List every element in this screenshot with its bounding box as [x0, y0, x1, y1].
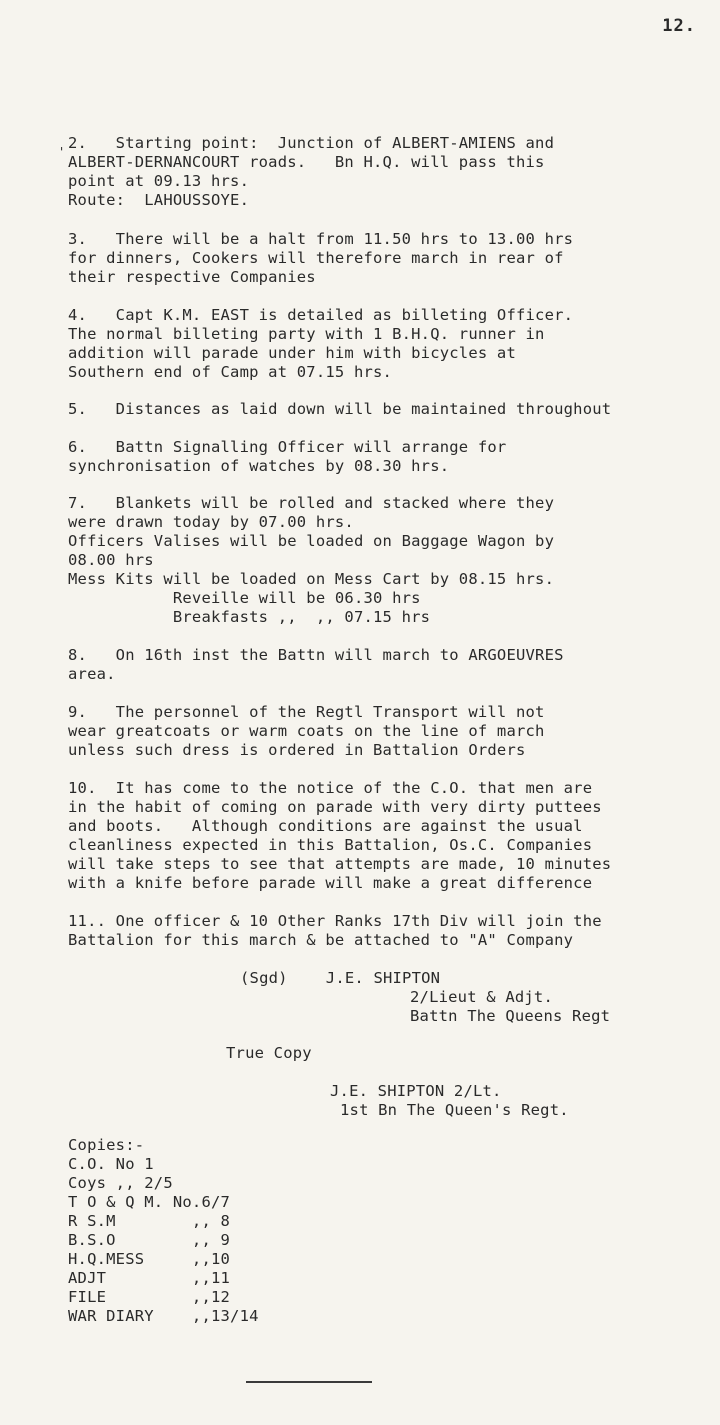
paragraph-4-line: The normal billeting party with 1 B.H.Q. runner in — [68, 325, 545, 343]
copies-row: R S.M ,, 8 — [68, 1212, 231, 1230]
copy-signature-unit: 1st Bn The Queen's Regt. — [340, 1101, 569, 1119]
paragraph-10-line: in the habit of coming on parade with very dirty puttees — [68, 798, 602, 816]
paragraph-4-line: Southern end of Camp at 07.15 hrs. — [68, 363, 393, 381]
paragraph-11-line: 11.. One officer & 10 Other Ranks 17th Div will join the — [68, 912, 602, 930]
signature-unit: Battn The Queens Regt — [410, 1007, 611, 1025]
copies-row: FILE ,,12 — [68, 1288, 231, 1306]
paragraph-10-line: 10. It has come to the notice of the C.O. that men are — [68, 779, 593, 797]
page-number: 12. — [662, 16, 696, 36]
copies-row: T O & Q M. No.6/7 — [68, 1193, 231, 1211]
paragraph-8-line: area. — [68, 665, 116, 683]
paragraph-10-line: will take steps to see that attempts are made, 10 minutes — [68, 855, 612, 873]
paragraph-3-line: their respective Companies — [68, 268, 316, 286]
closing-rule-divider — [246, 1381, 372, 1383]
paragraph-7-line: Mess Kits will be loaded on Mess Cart by 08.15 hrs. — [68, 570, 555, 588]
paragraph-7-line: 7. Blankets will be rolled and stacked where they — [68, 494, 555, 512]
paragraph-7-line: 08.00 hrs — [68, 551, 154, 569]
paragraph-10-line: cleanliness expected in this Battalion, Os.C. Companies — [68, 836, 593, 854]
paragraph-9-line: wear greatcoats or warm coats on the line of march — [68, 722, 545, 740]
paragraph-9-line: unless such dress is ordered in Battalion Orders — [68, 741, 526, 759]
copy-signature-name: J.E. SHIPTON 2/Lt. — [330, 1082, 502, 1100]
paragraph-7-line: were drawn today by 07.00 hrs. — [68, 513, 354, 531]
paragraph-11-line: Battalion for this march & be attached to "A" Company — [68, 931, 574, 949]
paragraph-7-line: Reveille will be 06.30 hrs — [68, 589, 421, 607]
paragraph-2-line: Route: LAHOUSSOYE. — [68, 191, 250, 209]
paragraph-10-line: with a knife before parade will make a great difference — [68, 874, 593, 892]
signature-sgd: (Sgd) J.E. SHIPTON — [240, 969, 441, 987]
paragraph-2-line: point at 09.13 hrs. — [68, 172, 250, 190]
paragraph-2-line: ALBERT-DERNANCOURT roads. Bn H.Q. will pass this — [68, 153, 545, 171]
paragraph-6-line: 6. Battn Signalling Officer will arrange for — [68, 438, 507, 456]
paragraph-5-line: 5. Distances as laid down will be maintained throughout — [68, 400, 612, 418]
paragraph-6-line: synchronisation of watches by 08.30 hrs. — [68, 457, 450, 475]
paragraph-7-line: Breakfasts ,, ,, 07.15 hrs — [68, 608, 431, 626]
copies-row: Coys ,, 2/5 — [68, 1174, 173, 1192]
signature-rank: 2/Lieut & Adjt. — [410, 988, 553, 1006]
paragraph-4-line: addition will parade under him with bicycles at — [68, 344, 516, 362]
paragraph-3-line: 3. There will be a halt from 11.50 hrs to 13.00 hrs — [68, 230, 574, 248]
paragraph-8-line: 8. On 16th inst the Battn will march to ARGOEUVRES — [68, 646, 564, 664]
copies-heading: Copies:- — [68, 1136, 145, 1154]
margin-tick-mark: ' — [58, 145, 66, 159]
copies-row: H.Q.MESS ,,10 — [68, 1250, 231, 1268]
paragraph-2-line: 2. Starting point: Junction of ALBERT-AMIENS and — [68, 134, 555, 152]
copies-row: ADJT ,,11 — [68, 1269, 231, 1287]
paragraph-7-line: Officers Valises will be loaded on Baggage Wagon by — [68, 532, 555, 550]
copies-row: WAR DIARY ,,13/14 — [68, 1307, 259, 1325]
paragraph-4-line: 4. Capt K.M. EAST is detailed as billeting Officer. — [68, 306, 574, 324]
copies-row: B.S.O ,, 9 — [68, 1231, 231, 1249]
copies-row: C.O. No 1 — [68, 1155, 154, 1173]
paragraph-3-line: for dinners, Cookers will therefore march in rear of — [68, 249, 564, 267]
paragraph-9-line: 9. The personnel of the Regtl Transport will not — [68, 703, 545, 721]
true-copy-label: True Copy — [226, 1044, 312, 1062]
paragraph-10-line: and boots. Although conditions are against the usual — [68, 817, 583, 835]
